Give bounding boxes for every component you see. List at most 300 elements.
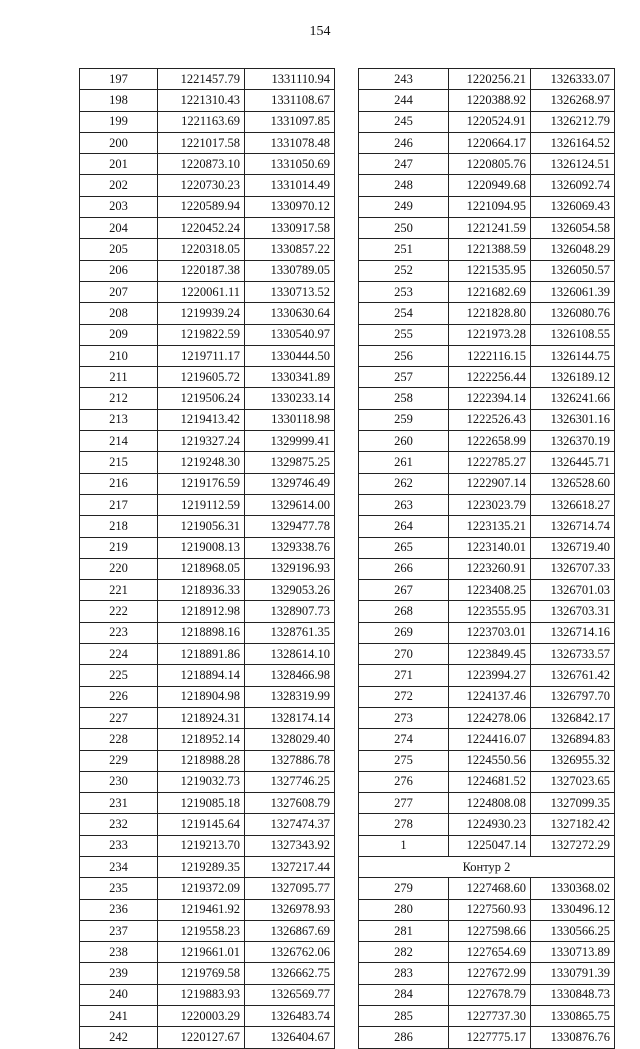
point-number-cell: 235 xyxy=(80,878,158,899)
x-coordinate-cell: 1218936.33 xyxy=(158,580,245,601)
table-row xyxy=(359,516,615,537)
x-coordinate-cell: 1219213.70 xyxy=(158,835,245,856)
y-coordinate-cell: 1330857.22 xyxy=(245,239,335,260)
y-coordinate-cell: 1327182.42 xyxy=(531,814,615,835)
table-row xyxy=(359,90,615,111)
x-coordinate-cell: 1224137.46 xyxy=(449,686,531,707)
y-coordinate-cell: 1326241.66 xyxy=(531,388,615,409)
y-coordinate-cell: 1326164.52 xyxy=(531,132,615,153)
y-coordinate-cell: 1326714.74 xyxy=(531,516,615,537)
point-number-cell: 253 xyxy=(359,281,449,302)
x-coordinate-cell: 1220187.38 xyxy=(158,260,245,281)
x-coordinate-cell: 1219032.73 xyxy=(158,771,245,792)
point-number-cell: 221 xyxy=(80,580,158,601)
table-row xyxy=(359,558,615,579)
point-number-cell: 263 xyxy=(359,494,449,515)
x-coordinate-cell: 1220388.92 xyxy=(449,90,531,111)
point-number-cell: 280 xyxy=(359,899,449,920)
point-number-cell: 233 xyxy=(80,835,158,856)
point-number-cell: 262 xyxy=(359,473,449,494)
x-coordinate-cell: 1225047.14 xyxy=(449,835,531,856)
y-coordinate-cell: 1328466.98 xyxy=(245,665,335,686)
point-number-cell: 219 xyxy=(80,537,158,558)
point-number-cell: 264 xyxy=(359,516,449,537)
y-coordinate-cell: 1326762.06 xyxy=(245,942,335,963)
table-row xyxy=(80,132,335,153)
point-number-cell: 254 xyxy=(359,303,449,324)
table-row xyxy=(80,303,335,324)
x-coordinate-cell: 1219008.13 xyxy=(158,537,245,558)
point-number-cell: 247 xyxy=(359,154,449,175)
x-coordinate-cell: 1227654.69 xyxy=(449,942,531,963)
x-coordinate-cell: 1227468.60 xyxy=(449,878,531,899)
x-coordinate-cell: 1218968.05 xyxy=(158,558,245,579)
table-row xyxy=(359,984,615,1005)
y-coordinate-cell: 1326701.03 xyxy=(531,580,615,601)
y-coordinate-cell: 1330566.25 xyxy=(531,920,615,941)
point-number-cell: 222 xyxy=(80,601,158,622)
point-number-cell: 256 xyxy=(359,345,449,366)
table-row xyxy=(359,494,615,515)
x-coordinate-cell: 1222785.27 xyxy=(449,452,531,473)
y-coordinate-cell: 1326080.76 xyxy=(531,303,615,324)
table-row xyxy=(80,154,335,175)
x-coordinate-cell: 1219506.24 xyxy=(158,388,245,409)
point-number-cell: 205 xyxy=(80,239,158,260)
point-number-cell: 261 xyxy=(359,452,449,473)
y-coordinate-cell: 1329477.78 xyxy=(245,516,335,537)
point-number-cell: 237 xyxy=(80,920,158,941)
y-coordinate-cell: 1326569.77 xyxy=(245,984,335,1005)
y-coordinate-cell: 1330848.73 xyxy=(531,984,615,1005)
table-row xyxy=(359,644,615,665)
right-table-body xyxy=(359,69,615,1049)
y-coordinate-cell: 1330713.52 xyxy=(245,281,335,302)
x-coordinate-cell: 1224808.08 xyxy=(449,793,531,814)
point-number-cell: 252 xyxy=(359,260,449,281)
point-number-cell: 198 xyxy=(80,90,158,111)
table-row xyxy=(359,69,615,90)
y-coordinate-cell: 1331014.49 xyxy=(245,175,335,196)
point-number-cell: 268 xyxy=(359,601,449,622)
table-row xyxy=(359,260,615,281)
x-coordinate-cell: 1221163.69 xyxy=(158,111,245,132)
point-number-cell: 231 xyxy=(80,793,158,814)
y-coordinate-cell: 1327272.29 xyxy=(531,835,615,856)
point-number-cell: 245 xyxy=(359,111,449,132)
x-coordinate-cell: 1222394.14 xyxy=(449,388,531,409)
point-number-cell: 217 xyxy=(80,494,158,515)
table-row xyxy=(359,324,615,345)
y-coordinate-cell: 1330970.12 xyxy=(245,196,335,217)
table-row xyxy=(359,1027,615,1048)
point-number-cell: 270 xyxy=(359,644,449,665)
x-coordinate-cell: 1222658.99 xyxy=(449,431,531,452)
table-row xyxy=(80,260,335,281)
left-table-body xyxy=(80,69,335,1049)
table-row xyxy=(80,1027,335,1048)
point-number-cell: 249 xyxy=(359,196,449,217)
point-number-cell: 207 xyxy=(80,281,158,302)
point-number-cell: 229 xyxy=(80,750,158,771)
point-number-cell: 214 xyxy=(80,431,158,452)
table-row xyxy=(80,665,335,686)
x-coordinate-cell: 1220949.68 xyxy=(449,175,531,196)
y-coordinate-cell: 1329614.00 xyxy=(245,494,335,515)
y-coordinate-cell: 1326662.75 xyxy=(245,963,335,984)
y-coordinate-cell: 1330368.02 xyxy=(531,878,615,899)
x-coordinate-cell: 1221682.69 xyxy=(449,281,531,302)
y-coordinate-cell: 1328907.73 xyxy=(245,601,335,622)
x-coordinate-cell: 1227560.93 xyxy=(449,899,531,920)
y-coordinate-cell: 1326842.17 xyxy=(531,707,615,728)
table-row xyxy=(80,580,335,601)
table-row xyxy=(80,388,335,409)
x-coordinate-cell: 1218912.98 xyxy=(158,601,245,622)
point-number-cell: 206 xyxy=(80,260,158,281)
point-number-cell: 204 xyxy=(80,218,158,239)
y-coordinate-cell: 1331108.67 xyxy=(245,90,335,111)
table-row xyxy=(80,750,335,771)
y-coordinate-cell: 1330540.97 xyxy=(245,324,335,345)
point-number-cell: 283 xyxy=(359,963,449,984)
table-row xyxy=(359,920,615,941)
y-coordinate-cell: 1326092.74 xyxy=(531,175,615,196)
table-row xyxy=(80,878,335,899)
point-number-cell: 248 xyxy=(359,175,449,196)
x-coordinate-cell: 1219327.24 xyxy=(158,431,245,452)
point-number-cell: 225 xyxy=(80,665,158,686)
x-coordinate-cell: 1222116.15 xyxy=(449,345,531,366)
x-coordinate-cell: 1219372.09 xyxy=(158,878,245,899)
x-coordinate-cell: 1220589.94 xyxy=(158,196,245,217)
x-coordinate-cell: 1219711.17 xyxy=(158,345,245,366)
y-coordinate-cell: 1326048.29 xyxy=(531,239,615,260)
x-coordinate-cell: 1219413.42 xyxy=(158,409,245,430)
point-number-cell: 241 xyxy=(80,1006,158,1027)
table-row xyxy=(359,303,615,324)
x-coordinate-cell: 1221535.95 xyxy=(449,260,531,281)
y-coordinate-cell: 1329338.76 xyxy=(245,537,335,558)
table-row xyxy=(359,665,615,686)
point-number-cell: 211 xyxy=(80,367,158,388)
point-number-cell: 213 xyxy=(80,409,158,430)
y-coordinate-cell: 1326069.43 xyxy=(531,196,615,217)
table-row xyxy=(359,856,615,877)
point-number-cell: 260 xyxy=(359,431,449,452)
x-coordinate-cell: 1218898.16 xyxy=(158,622,245,643)
table-row xyxy=(80,345,335,366)
table-row xyxy=(359,622,615,643)
point-number-cell: 267 xyxy=(359,580,449,601)
point-number-cell: 201 xyxy=(80,154,158,175)
x-coordinate-cell: 1218891.86 xyxy=(158,644,245,665)
point-number-cell: 212 xyxy=(80,388,158,409)
x-coordinate-cell: 1223260.91 xyxy=(449,558,531,579)
y-coordinate-cell: 1326719.40 xyxy=(531,537,615,558)
table-row xyxy=(80,920,335,941)
table-row xyxy=(80,281,335,302)
y-coordinate-cell: 1328319.99 xyxy=(245,686,335,707)
y-coordinate-cell: 1326212.79 xyxy=(531,111,615,132)
x-coordinate-cell: 1224278.06 xyxy=(449,707,531,728)
table-row xyxy=(80,856,335,877)
y-coordinate-cell: 1326894.83 xyxy=(531,729,615,750)
x-coordinate-cell: 1219248.30 xyxy=(158,452,245,473)
table-row xyxy=(80,69,335,90)
y-coordinate-cell: 1328761.35 xyxy=(245,622,335,643)
table-row xyxy=(80,218,335,239)
y-coordinate-cell: 1330917.58 xyxy=(245,218,335,239)
point-number-cell: 257 xyxy=(359,367,449,388)
table-row xyxy=(80,984,335,1005)
point-number-cell: 215 xyxy=(80,452,158,473)
table-row xyxy=(359,750,615,771)
x-coordinate-cell: 1220318.05 xyxy=(158,239,245,260)
point-number-cell: 258 xyxy=(359,388,449,409)
y-coordinate-cell: 1326370.19 xyxy=(531,431,615,452)
point-number-cell: 232 xyxy=(80,814,158,835)
table-row xyxy=(359,154,615,175)
y-coordinate-cell: 1329875.25 xyxy=(245,452,335,473)
x-coordinate-cell: 1222907.14 xyxy=(449,473,531,494)
y-coordinate-cell: 1330789.05 xyxy=(245,260,335,281)
point-number-cell: 218 xyxy=(80,516,158,537)
y-coordinate-cell: 1327095.77 xyxy=(245,878,335,899)
x-coordinate-cell: 1220061.11 xyxy=(158,281,245,302)
point-number-cell: 265 xyxy=(359,537,449,558)
y-coordinate-cell: 1326189.12 xyxy=(531,367,615,388)
table-row xyxy=(359,899,615,920)
y-coordinate-cell: 1326108.55 xyxy=(531,324,615,345)
point-number-cell: 269 xyxy=(359,622,449,643)
y-coordinate-cell: 1330444.50 xyxy=(245,345,335,366)
y-coordinate-cell: 1326050.57 xyxy=(531,260,615,281)
table-row xyxy=(359,835,615,856)
x-coordinate-cell: 1224550.56 xyxy=(449,750,531,771)
table-row xyxy=(359,431,615,452)
point-number-cell: 276 xyxy=(359,771,449,792)
table-row xyxy=(80,90,335,111)
point-number-cell: 242 xyxy=(80,1027,158,1048)
x-coordinate-cell: 1218952.14 xyxy=(158,729,245,750)
point-number-cell: 202 xyxy=(80,175,158,196)
table-row xyxy=(359,601,615,622)
point-number-cell: 278 xyxy=(359,814,449,835)
table-row xyxy=(80,1006,335,1027)
point-number-cell: 226 xyxy=(80,686,158,707)
x-coordinate-cell: 1224416.07 xyxy=(449,729,531,750)
point-number-cell: 203 xyxy=(80,196,158,217)
table-row xyxy=(80,644,335,665)
x-coordinate-cell: 1220730.23 xyxy=(158,175,245,196)
x-coordinate-cell: 1220003.29 xyxy=(158,1006,245,1027)
table-row xyxy=(80,814,335,835)
y-coordinate-cell: 1326268.97 xyxy=(531,90,615,111)
y-coordinate-cell: 1326714.16 xyxy=(531,622,615,643)
y-coordinate-cell: 1331110.94 xyxy=(245,69,335,90)
table-row xyxy=(80,835,335,856)
table-row xyxy=(359,196,615,217)
y-coordinate-cell: 1330791.39 xyxy=(531,963,615,984)
x-coordinate-cell: 1222256.44 xyxy=(449,367,531,388)
table-row xyxy=(359,132,615,153)
y-coordinate-cell: 1326404.67 xyxy=(245,1027,335,1048)
point-number-cell: 272 xyxy=(359,686,449,707)
y-coordinate-cell: 1331078.48 xyxy=(245,132,335,153)
x-coordinate-cell: 1221973.28 xyxy=(449,324,531,345)
y-coordinate-cell: 1327474.37 xyxy=(245,814,335,835)
point-number-cell: 238 xyxy=(80,942,158,963)
x-coordinate-cell: 1219769.58 xyxy=(158,963,245,984)
table-row xyxy=(80,452,335,473)
table-row xyxy=(359,793,615,814)
table-row xyxy=(80,175,335,196)
contour-heading: Контур 2 xyxy=(359,856,615,877)
table-row xyxy=(359,707,615,728)
x-coordinate-cell: 1223135.21 xyxy=(449,516,531,537)
table-row xyxy=(359,878,615,899)
y-coordinate-cell: 1330118.98 xyxy=(245,409,335,430)
y-coordinate-cell: 1326301.16 xyxy=(531,409,615,430)
y-coordinate-cell: 1328029.40 xyxy=(245,729,335,750)
table-row xyxy=(359,345,615,366)
x-coordinate-cell: 1223703.01 xyxy=(449,622,531,643)
y-coordinate-cell: 1330713.89 xyxy=(531,942,615,963)
y-coordinate-cell: 1326054.58 xyxy=(531,218,615,239)
x-coordinate-cell: 1218894.14 xyxy=(158,665,245,686)
table-row xyxy=(359,771,615,792)
table-row xyxy=(359,111,615,132)
x-coordinate-cell: 1219289.35 xyxy=(158,856,245,877)
x-coordinate-cell: 1224930.23 xyxy=(449,814,531,835)
y-coordinate-cell: 1326124.51 xyxy=(531,154,615,175)
x-coordinate-cell: 1221457.79 xyxy=(158,69,245,90)
table-row xyxy=(80,793,335,814)
x-coordinate-cell: 1218904.98 xyxy=(158,686,245,707)
table-row xyxy=(359,239,615,260)
x-coordinate-cell: 1221310.43 xyxy=(158,90,245,111)
point-number-cell: 279 xyxy=(359,878,449,899)
point-number-cell: 216 xyxy=(80,473,158,494)
point-number-cell: 210 xyxy=(80,345,158,366)
table-row xyxy=(80,494,335,515)
y-coordinate-cell: 1328174.14 xyxy=(245,707,335,728)
x-coordinate-cell: 1219056.31 xyxy=(158,516,245,537)
x-coordinate-cell: 1221828.80 xyxy=(449,303,531,324)
y-coordinate-cell: 1330341.89 xyxy=(245,367,335,388)
point-number-cell: 266 xyxy=(359,558,449,579)
table-row xyxy=(359,814,615,835)
x-coordinate-cell: 1218924.31 xyxy=(158,707,245,728)
x-coordinate-cell: 1220127.67 xyxy=(158,1027,245,1048)
point-number-cell: 240 xyxy=(80,984,158,1005)
y-coordinate-cell: 1326618.27 xyxy=(531,494,615,515)
y-coordinate-cell: 1326483.74 xyxy=(245,1006,335,1027)
table-row xyxy=(359,473,615,494)
table-row xyxy=(359,942,615,963)
point-number-cell: 224 xyxy=(80,644,158,665)
x-coordinate-cell: 1219883.93 xyxy=(158,984,245,1005)
point-number-cell: 273 xyxy=(359,707,449,728)
x-coordinate-cell: 1219822.59 xyxy=(158,324,245,345)
table-row xyxy=(359,580,615,601)
x-coordinate-cell: 1220524.91 xyxy=(449,111,531,132)
table-row xyxy=(80,686,335,707)
y-coordinate-cell: 1326333.07 xyxy=(531,69,615,90)
page-number: 154 xyxy=(309,24,331,39)
x-coordinate-cell: 1220452.24 xyxy=(158,218,245,239)
y-coordinate-cell: 1331097.85 xyxy=(245,111,335,132)
y-coordinate-cell: 1330630.64 xyxy=(245,303,335,324)
point-number-cell: 197 xyxy=(80,69,158,90)
table-row xyxy=(359,537,615,558)
x-coordinate-cell: 1227598.66 xyxy=(449,920,531,941)
x-coordinate-cell: 1223994.27 xyxy=(449,665,531,686)
x-coordinate-cell: 1219605.72 xyxy=(158,367,245,388)
point-number-cell: 259 xyxy=(359,409,449,430)
y-coordinate-cell: 1327099.35 xyxy=(531,793,615,814)
table-row xyxy=(359,409,615,430)
y-coordinate-cell: 1331050.69 xyxy=(245,154,335,175)
table-row xyxy=(80,601,335,622)
x-coordinate-cell: 1220805.76 xyxy=(449,154,531,175)
point-number-cell: 274 xyxy=(359,729,449,750)
table-row xyxy=(359,218,615,239)
table-row xyxy=(80,409,335,430)
y-coordinate-cell: 1326061.39 xyxy=(531,281,615,302)
point-number-cell: 286 xyxy=(359,1027,449,1048)
table-row xyxy=(80,558,335,579)
y-coordinate-cell: 1327343.92 xyxy=(245,835,335,856)
table-row xyxy=(80,111,335,132)
y-coordinate-cell: 1327886.78 xyxy=(245,750,335,771)
y-coordinate-cell: 1330496.12 xyxy=(531,899,615,920)
y-coordinate-cell: 1329196.93 xyxy=(245,558,335,579)
point-number-cell: 271 xyxy=(359,665,449,686)
table-row xyxy=(80,324,335,345)
table-row xyxy=(80,431,335,452)
y-coordinate-cell: 1330876.76 xyxy=(531,1027,615,1048)
point-number-cell: 239 xyxy=(80,963,158,984)
x-coordinate-cell: 1223140.01 xyxy=(449,537,531,558)
y-coordinate-cell: 1326445.71 xyxy=(531,452,615,473)
y-coordinate-cell: 1326761.42 xyxy=(531,665,615,686)
y-coordinate-cell: 1327608.79 xyxy=(245,793,335,814)
x-coordinate-cell: 1227678.79 xyxy=(449,984,531,1005)
y-coordinate-cell: 1330865.75 xyxy=(531,1006,615,1027)
table-row xyxy=(80,771,335,792)
x-coordinate-cell: 1218988.28 xyxy=(158,750,245,771)
table-row xyxy=(80,622,335,643)
point-number-cell: 234 xyxy=(80,856,158,877)
x-coordinate-cell: 1219085.18 xyxy=(158,793,245,814)
point-number-cell: 200 xyxy=(80,132,158,153)
table-row xyxy=(359,367,615,388)
point-number-cell: 250 xyxy=(359,218,449,239)
table-row xyxy=(80,729,335,750)
table-row xyxy=(80,537,335,558)
table-row xyxy=(359,1006,615,1027)
point-number-cell: 282 xyxy=(359,942,449,963)
x-coordinate-cell: 1221388.59 xyxy=(449,239,531,260)
table-row xyxy=(80,516,335,537)
y-coordinate-cell: 1326733.57 xyxy=(531,644,615,665)
x-coordinate-cell: 1223555.95 xyxy=(449,601,531,622)
point-number-cell: 244 xyxy=(359,90,449,111)
x-coordinate-cell: 1219661.01 xyxy=(158,942,245,963)
y-coordinate-cell: 1329999.41 xyxy=(245,431,335,452)
